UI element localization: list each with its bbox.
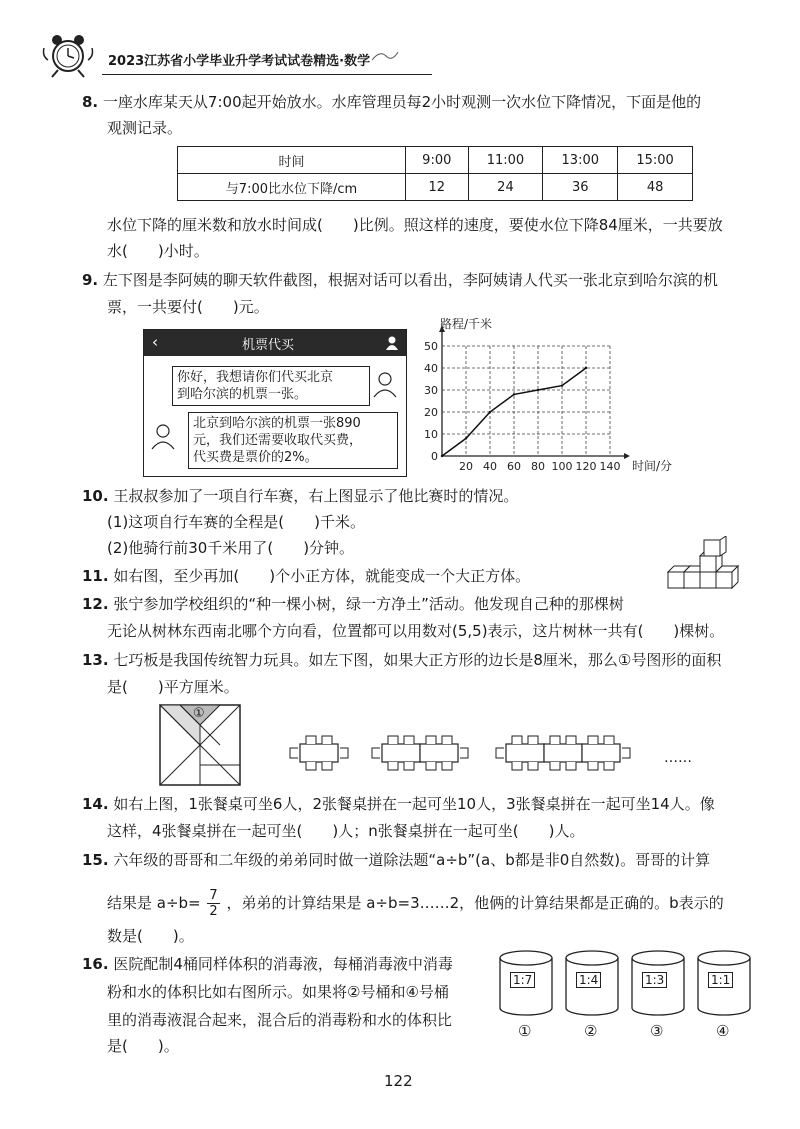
chat-screenshot (143, 329, 407, 477)
y-tick-label: 30 (424, 384, 438, 397)
q11-number: 11. (82, 567, 109, 585)
q12-text-line2: 无论从树林东西南北哪个方向看，位置都可以用数对(5,5)表示，这片树林一共有( )棵树。 (107, 622, 725, 640)
data-point (441, 455, 443, 457)
q9-text-line1: 左下图是李阿姨的聊天软件截图，根据对话可以看出，李阿姨请人代买一张北京到哈尔滨的机 (102, 271, 718, 289)
y-axis-label: 路程/千米 (440, 318, 493, 331)
q8-text-line2: 观测记录。 (107, 119, 183, 137)
alarm-clock-icon (40, 30, 98, 80)
q14-text-line2: 这样，4张餐桌拼在一起可坐( )人；n张餐桌拼在一起可坐( )人。 (107, 822, 585, 840)
chair (604, 736, 614, 744)
barrel (694, 948, 754, 1044)
data-point (489, 411, 491, 413)
q15-text-line1: 六年级的哥哥和二年级的弟弟同时做一道除法题“a÷b”(a、b都是非0自然数)。哥哥的计算 (113, 851, 711, 869)
q13-text-line1: 七巧板是我国传统智力玩具。如左下图，如果大正方形的边长是8厘米，那么①号图形的面积 (113, 651, 722, 669)
x-axis-label: 时间/分 (632, 459, 673, 473)
data-point (561, 384, 563, 386)
barrel-label: ① (518, 1022, 532, 1040)
chat-message-line: 你好，我想请你们代买北京 (177, 370, 334, 385)
chat-title: 机票代买 (242, 338, 295, 353)
dining-table (544, 744, 582, 762)
q10-sub1: (1)这项自行车赛的全程是( )千米。 (107, 513, 365, 531)
barrel-label: ③ (650, 1022, 664, 1040)
q8-text-line3: 水位下降的厘米数和放水时间成( )比例。照这样的速度，要使水位下降84厘米，一共要放 (107, 216, 723, 234)
header (40, 30, 760, 80)
q13-number: 13. (82, 651, 109, 669)
q13-line1 (82, 650, 721, 670)
barrel-ratio: 1:7 (510, 972, 535, 988)
q9-line1 (82, 270, 718, 290)
q10-number: 10. (82, 487, 109, 505)
dining-table (300, 744, 338, 762)
x-tick-label: 120 (575, 460, 597, 473)
q8-number: 8. (82, 93, 99, 111)
dining-table (420, 744, 458, 762)
y-tick-label: 40 (424, 362, 438, 375)
chair (460, 748, 468, 758)
q15-number: 15. (82, 851, 109, 869)
barrel (562, 948, 622, 1044)
q15-line2 (107, 888, 724, 919)
cube-stack-figure (664, 536, 746, 594)
chair (528, 762, 538, 770)
table-header-cell: 与7:00比水位下降/cm (178, 174, 406, 201)
barrel (496, 948, 556, 1044)
table-header-cell: 时间 (178, 147, 406, 174)
q9-text-line2: 票，一共要付( )元。 (107, 298, 269, 316)
chair (588, 762, 598, 770)
chair (442, 762, 452, 770)
data-point (537, 389, 539, 391)
q15-text-line2b: ，弟弟的计算结果是 a÷b=3……2，他俩的计算结果都是正确的。b表示的 (226, 894, 724, 912)
chair (322, 736, 332, 744)
dining-table (382, 744, 420, 762)
chair (512, 762, 522, 770)
barrel-label: ② (584, 1022, 598, 1040)
barrel (628, 948, 688, 1044)
data-point (585, 367, 587, 369)
fraction-numerator: 7 (209, 888, 218, 903)
x-tick-label: 80 (531, 460, 545, 473)
chair (550, 762, 560, 770)
chair (566, 736, 576, 744)
header-rule (102, 74, 432, 75)
chair (588, 736, 598, 744)
dining-table (506, 744, 544, 762)
barrel-label: ④ (716, 1022, 730, 1040)
y-tick-label: 20 (424, 406, 438, 419)
chair (566, 762, 576, 770)
chat-message-line: 到哈尔滨的机票一张。 (177, 387, 308, 402)
distance-time-chart (412, 318, 732, 478)
q16-text-line3: 里的消毒液混合起来，混合后的消毒粉和水的体积比 (107, 1011, 453, 1029)
q8-table (177, 146, 693, 201)
q15-text-line3: 数是( )。 (107, 927, 194, 945)
chair (622, 748, 630, 758)
chat-message-line: 元，我们还需要收取代买费， (193, 433, 363, 448)
x-tick-label: 140 (599, 460, 621, 473)
continuation-dots: …… (664, 750, 692, 766)
chair (404, 762, 414, 770)
dining-table (582, 744, 620, 762)
chat-titlebar (144, 330, 406, 356)
q11-text: 如右图，至少再加( )个小正方体，就能变成一个大正方体。 (113, 567, 531, 585)
barrel-ratio: 1:1 (708, 972, 733, 988)
q14-line1 (82, 794, 715, 814)
data-point (465, 437, 467, 439)
chair (388, 736, 398, 744)
header-title: 2023江苏省小学毕业升学考试试卷精选·数学 (108, 54, 371, 69)
avatar-person-icon (372, 370, 398, 398)
q8-text-line1: 一座水库某天从7:00起开始放水。水库管理员每2小时观测一次水位下降情况，下面是他的 (102, 93, 702, 111)
chair (290, 748, 298, 758)
x-tick-label: 60 (507, 460, 521, 473)
y-tick-label: 0 (431, 450, 438, 463)
chair (512, 736, 522, 744)
decorative-sprig-icon (370, 48, 400, 64)
q14-number: 14. (82, 795, 109, 813)
chair (426, 762, 436, 770)
chair (528, 736, 538, 744)
table-cell: 48 (618, 174, 693, 201)
x-tick-label: 40 (483, 460, 497, 473)
q16-line1 (82, 954, 453, 974)
barrels-figure (496, 948, 756, 1048)
chair (372, 748, 380, 758)
barrel-ratio: 1:3 (642, 972, 667, 988)
y-tick-label: 10 (424, 428, 438, 441)
chair (306, 762, 316, 770)
table-row (178, 147, 693, 174)
q15-line1 (82, 850, 710, 870)
chair (550, 736, 560, 744)
q15-text-line2a: 结果是 a÷b= (107, 894, 201, 912)
tangram-piece-label: ① (193, 706, 205, 721)
chair (442, 736, 452, 744)
x-axis-arrow (624, 453, 630, 459)
x-tick-label: 100 (551, 460, 573, 473)
y-tick-label: 50 (424, 340, 438, 353)
user-icon[interactable] (384, 335, 400, 351)
table-cell: 36 (543, 174, 618, 201)
q12-line1 (82, 594, 624, 614)
chair (404, 736, 414, 744)
chat-message-incoming (188, 412, 398, 469)
q8-text-line4: 水( )小时。 (107, 242, 209, 260)
table-cell: 24 (468, 174, 543, 201)
table-cell: 15:00 (618, 147, 693, 174)
q12-text-line1: 张宁参加学校组织的“种一棵小树，绿一方净土”活动。他发现自己种的那棵树 (113, 595, 624, 613)
barrel-ratio: 1:4 (576, 972, 601, 988)
table-cell: 12 (406, 174, 469, 201)
chat-message-line: 代买费是票价的2%。 (193, 450, 318, 465)
q10-sub2: (2)他骑行前30千米用了( )分钟。 (107, 539, 355, 557)
q16-text-line1: 医院配制4桶同样体积的消毒液，每桶消毒液中消毒 (113, 955, 453, 973)
chair (322, 762, 332, 770)
back-chevron-icon[interactable]: ‹ (152, 333, 158, 351)
fraction-denominator: 2 (209, 904, 218, 919)
q16-text-line2: 粉和水的体积比如右图所示。如果将②号桶和④号桶 (107, 983, 449, 1001)
q9-number: 9. (82, 271, 99, 289)
data-point (513, 393, 515, 395)
q13-text-line2: 是( )平方厘米。 (107, 678, 239, 696)
chat-message-line: 北京到哈尔滨的机票一张890 (193, 416, 361, 431)
x-tick-label: 20 (459, 460, 473, 473)
avatar-person-icon (150, 422, 176, 450)
chair (340, 748, 348, 758)
q11-line (82, 566, 530, 586)
dining-tables-figure (284, 730, 674, 776)
fraction (207, 888, 219, 919)
chair (496, 748, 504, 758)
page-number: 122 (384, 1072, 413, 1090)
q10-text-line1: 王叔叔参加了一项自行车赛，右上图显示了他比赛时的情况。 (113, 487, 519, 505)
q14-text-line1: 如右上图，1张餐桌可坐6人，2张餐桌拼在一起可坐10人，3张餐桌拼在一起可坐14人。像 (113, 795, 715, 813)
q10-line1 (82, 486, 518, 506)
chair (604, 762, 614, 770)
q8-line1 (82, 92, 701, 112)
chat-message-outgoing (172, 366, 370, 406)
table-cell: 13:00 (543, 147, 618, 174)
q12-number: 12. (82, 595, 109, 613)
table-cell: 11:00 (468, 147, 543, 174)
chair (306, 736, 316, 744)
q16-text-line4: 是( )。 (107, 1037, 179, 1055)
q16-number: 16. (82, 955, 109, 973)
chair (388, 762, 398, 770)
table-cell: 9:00 (406, 147, 469, 174)
chair (426, 736, 436, 744)
table-row (178, 174, 693, 201)
